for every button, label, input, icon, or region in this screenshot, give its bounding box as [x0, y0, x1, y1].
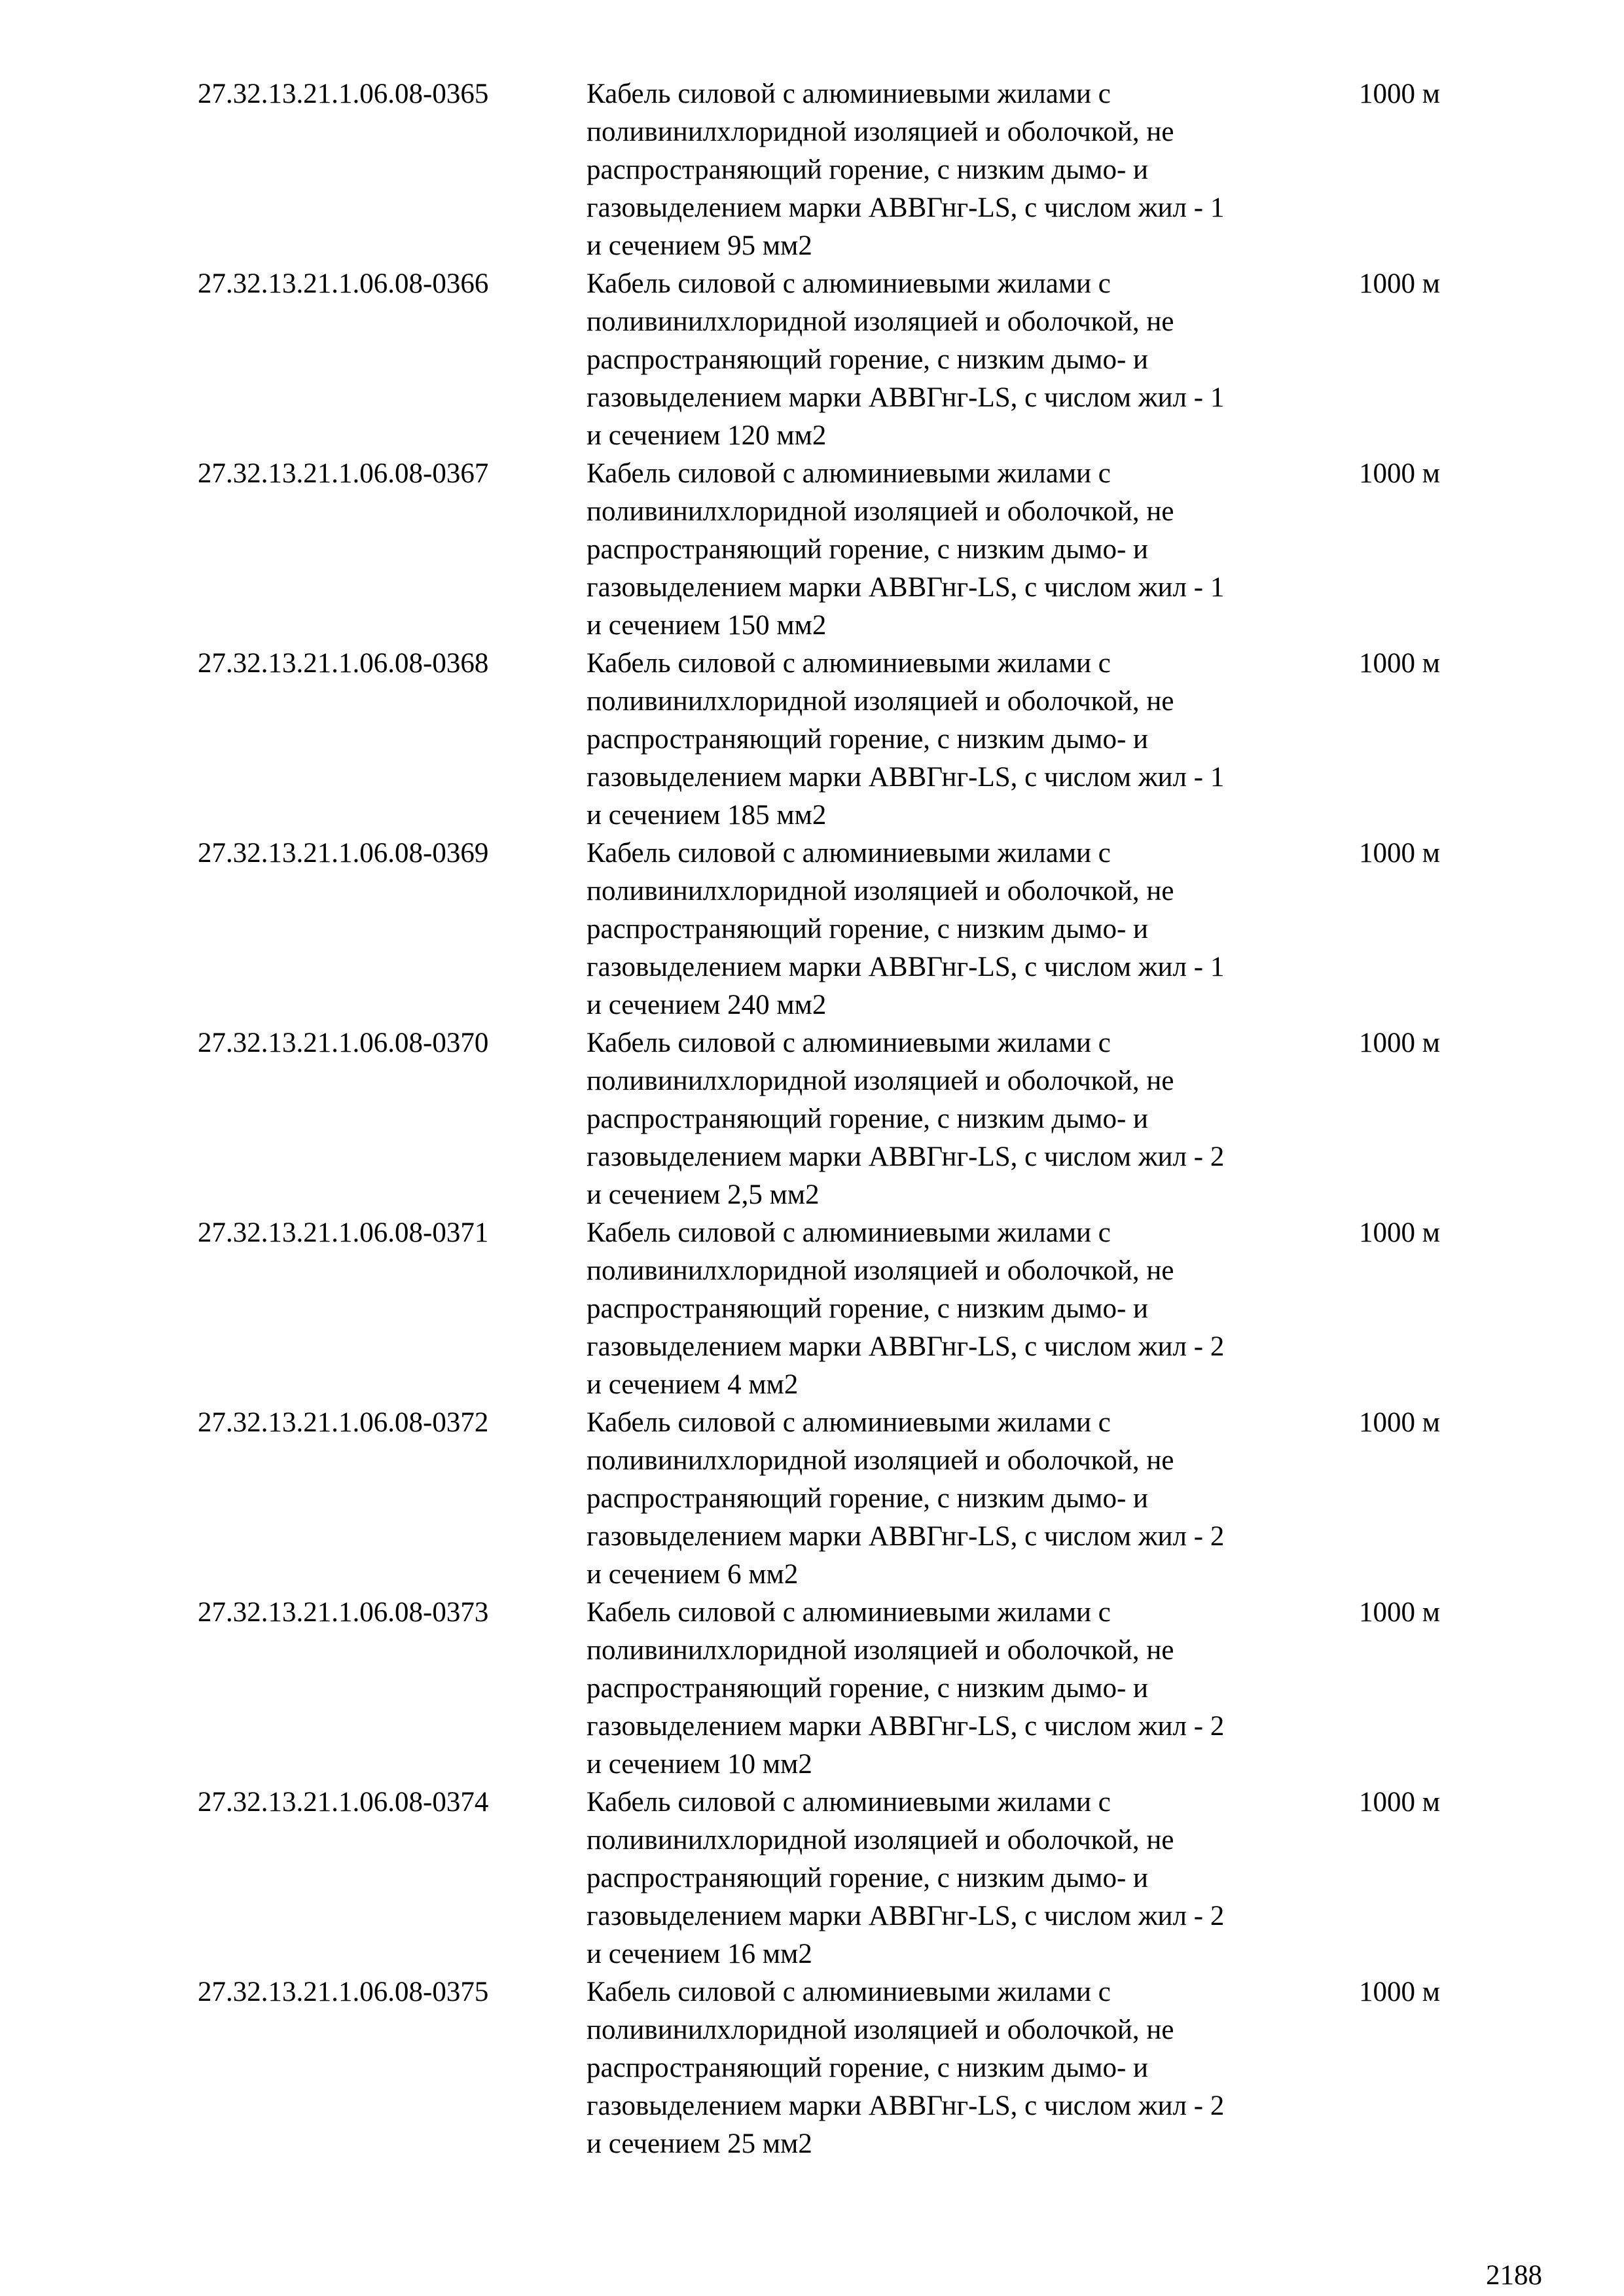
description-line: поливинилхлоридной изоляцией и оболочкой, не — [586, 2015, 1174, 2045]
description-line: распространяющий горение, с низким дымо- и — [586, 914, 1149, 944]
description-line: Кабель силовой с алюминиевыми жилами с — [586, 458, 1111, 489]
description-line: распространяющий горение, с низким дымо- и — [586, 154, 1149, 185]
description-line: распространяющий горение, с низким дымо- и — [586, 1483, 1149, 1514]
description-line: распространяющий горение, с низким дымо- и — [586, 2053, 1149, 2083]
description-line: распространяющий горение, с низким дымо- и — [586, 344, 1149, 375]
description-line: Кабель силовой с алюминиевыми жилами с — [586, 1597, 1111, 1628]
description-line: распространяющий горение, с низким дымо- и — [586, 1863, 1149, 1893]
row-code: 27.32.13.21.1.06.08-0367 — [198, 458, 489, 489]
table-row — [198, 1404, 1507, 1594]
description-line: газовыделением марки АВВГнг-LS, с числом жил - 2 — [586, 1141, 1225, 1172]
price-list-table — [198, 75, 1507, 2163]
table-row — [198, 265, 1507, 455]
table-row — [198, 75, 1507, 265]
row-description — [586, 645, 1359, 834]
description-line: распространяющий горение, с низким дымо- и — [586, 1103, 1149, 1134]
description-line: Кабель силовой с алюминиевыми жилами с — [586, 838, 1111, 869]
table-row — [198, 1784, 1507, 1973]
description-line: газовыделением марки АВВГнг-LS, с числом жил - 2 — [586, 1331, 1225, 1362]
row-unit: 1000 м — [1359, 1028, 1440, 1058]
description-line: поливинилхлоридной изоляцией и оболочкой, не — [586, 876, 1174, 906]
row-unit: 1000 м — [1359, 1597, 1440, 1628]
description-line: газовыделением марки АВВГнг-LS, с числом жил - 2 — [586, 1711, 1225, 1742]
table-row — [198, 1594, 1507, 1784]
row-description — [586, 265, 1359, 455]
description-line: Кабель силовой с алюминиевыми жилами с — [586, 1028, 1111, 1058]
description-line: поливинилхлоридной изоляцией и оболочкой, не — [586, 686, 1174, 717]
row-unit: 1000 м — [1359, 1217, 1440, 1248]
row-code: 27.32.13.21.1.06.08-0372 — [198, 1407, 489, 1438]
description-line: газовыделением марки АВВГнг-LS, с числом жил - 2 — [586, 1521, 1225, 1552]
row-unit: 1000 м — [1359, 458, 1440, 489]
row-code: 27.32.13.21.1.06.08-0375 — [198, 1977, 489, 2007]
table-row — [198, 1214, 1507, 1404]
description-line: поливинилхлоридной изоляцией и оболочкой, не — [586, 1635, 1174, 1666]
row-description — [586, 1784, 1359, 1973]
description-line: поливинилхлоридной изоляцией и оболочкой, не — [586, 1825, 1174, 1856]
description-line: и сечением 4 мм2 — [586, 1369, 799, 1400]
description-line: газовыделением марки АВВГнг-LS, с числом жил - 1 — [586, 192, 1225, 223]
description-line: и сечением 6 мм2 — [586, 1559, 799, 1590]
row-description — [586, 75, 1359, 265]
description-line: и сечением 150 мм2 — [586, 610, 827, 641]
description-line: Кабель силовой с алюминиевыми жилами с — [586, 79, 1111, 109]
description-line: и сечением 16 мм2 — [586, 1939, 812, 1969]
description-line: и сечением 240 мм2 — [586, 990, 827, 1020]
description-line: газовыделением марки АВВГнг-LS, с числом жил - 1 — [586, 762, 1225, 793]
description-line: поливинилхлоридной изоляцией и оболочкой, не — [586, 117, 1174, 147]
row-description — [586, 1594, 1359, 1784]
description-line: и сечением 25 мм2 — [586, 2128, 812, 2159]
description-line: поливинилхлоридной изоляцией и оболочкой, не — [586, 1445, 1174, 1476]
row-description — [586, 1404, 1359, 1594]
page-number: 2188 — [1486, 2260, 1542, 2291]
description-line: Кабель силовой с алюминиевыми жилами с — [586, 648, 1111, 679]
table-row — [198, 455, 1507, 645]
description-line: распространяющий горение, с низким дымо- и — [586, 1293, 1149, 1324]
row-code: 27.32.13.21.1.06.08-0366 — [198, 268, 489, 299]
row-description — [586, 1973, 1359, 2163]
description-line: газовыделением марки АВВГнг-LS, с числом жил - 2 — [586, 2090, 1225, 2121]
description-line: распространяющий горение, с низким дымо- и — [586, 724, 1149, 755]
description-line: Кабель силовой с алюминиевыми жилами с — [586, 268, 1111, 299]
row-unit: 1000 м — [1359, 268, 1440, 299]
row-unit: 1000 м — [1359, 648, 1440, 679]
description-line: и сечением 2,5 мм2 — [586, 1179, 820, 1210]
row-description — [586, 455, 1359, 645]
description-line: и сечением 185 мм2 — [586, 800, 827, 831]
row-unit: 1000 м — [1359, 79, 1440, 109]
row-description — [586, 1214, 1359, 1404]
description-line: Кабель силовой с алюминиевыми жилами с — [586, 1407, 1111, 1438]
table-row — [198, 1973, 1507, 2163]
description-line: газовыделением марки АВВГнг-LS, с числом жил - 2 — [586, 1901, 1225, 1931]
description-line: и сечением 120 мм2 — [586, 420, 827, 451]
table-row — [198, 645, 1507, 834]
description-line: газовыделением марки АВВГнг-LS, с числом жил - 1 — [586, 382, 1225, 413]
row-code: 27.32.13.21.1.06.08-0374 — [198, 1787, 489, 1818]
description-line: распространяющий горение, с низким дымо- и — [586, 1673, 1149, 1704]
row-code: 27.32.13.21.1.06.08-0365 — [198, 79, 489, 109]
description-line: поливинилхлоридной изоляцией и оболочкой, не — [586, 1066, 1174, 1096]
row-unit: 1000 м — [1359, 1787, 1440, 1818]
row-code: 27.32.13.21.1.06.08-0370 — [198, 1028, 489, 1058]
description-line: газовыделением марки АВВГнг-LS, с числом жил - 1 — [586, 572, 1225, 603]
description-line: и сечением 95 мм2 — [586, 230, 812, 261]
description-line: и сечением 10 мм2 — [586, 1749, 812, 1780]
row-description — [586, 834, 1359, 1024]
table-row — [198, 834, 1507, 1024]
row-code: 27.32.13.21.1.06.08-0373 — [198, 1597, 489, 1628]
description-line: поливинилхлоридной изоляцией и оболочкой, не — [586, 306, 1174, 337]
description-line: Кабель силовой с алюминиевыми жилами с — [586, 1217, 1111, 1248]
row-code: 27.32.13.21.1.06.08-0369 — [198, 838, 489, 869]
row-unit: 1000 м — [1359, 1407, 1440, 1438]
description-line: распространяющий горение, с низким дымо- и — [586, 534, 1149, 565]
table-row — [198, 1024, 1507, 1214]
description-line: Кабель силовой с алюминиевыми жилами с — [586, 1787, 1111, 1818]
row-code: 27.32.13.21.1.06.08-0371 — [198, 1217, 489, 1248]
description-line: газовыделением марки АВВГнг-LS, с числом жил - 1 — [586, 952, 1225, 982]
description-line: поливинилхлоридной изоляцией и оболочкой, не — [586, 1255, 1174, 1286]
row-code: 27.32.13.21.1.06.08-0368 — [198, 648, 489, 679]
row-unit: 1000 м — [1359, 838, 1440, 869]
description-line: поливинилхлоридной изоляцией и оболочкой, не — [586, 496, 1174, 527]
row-description — [586, 1024, 1359, 1214]
description-line: Кабель силовой с алюминиевыми жилами с — [586, 1977, 1111, 2007]
row-unit: 1000 м — [1359, 1977, 1440, 2007]
